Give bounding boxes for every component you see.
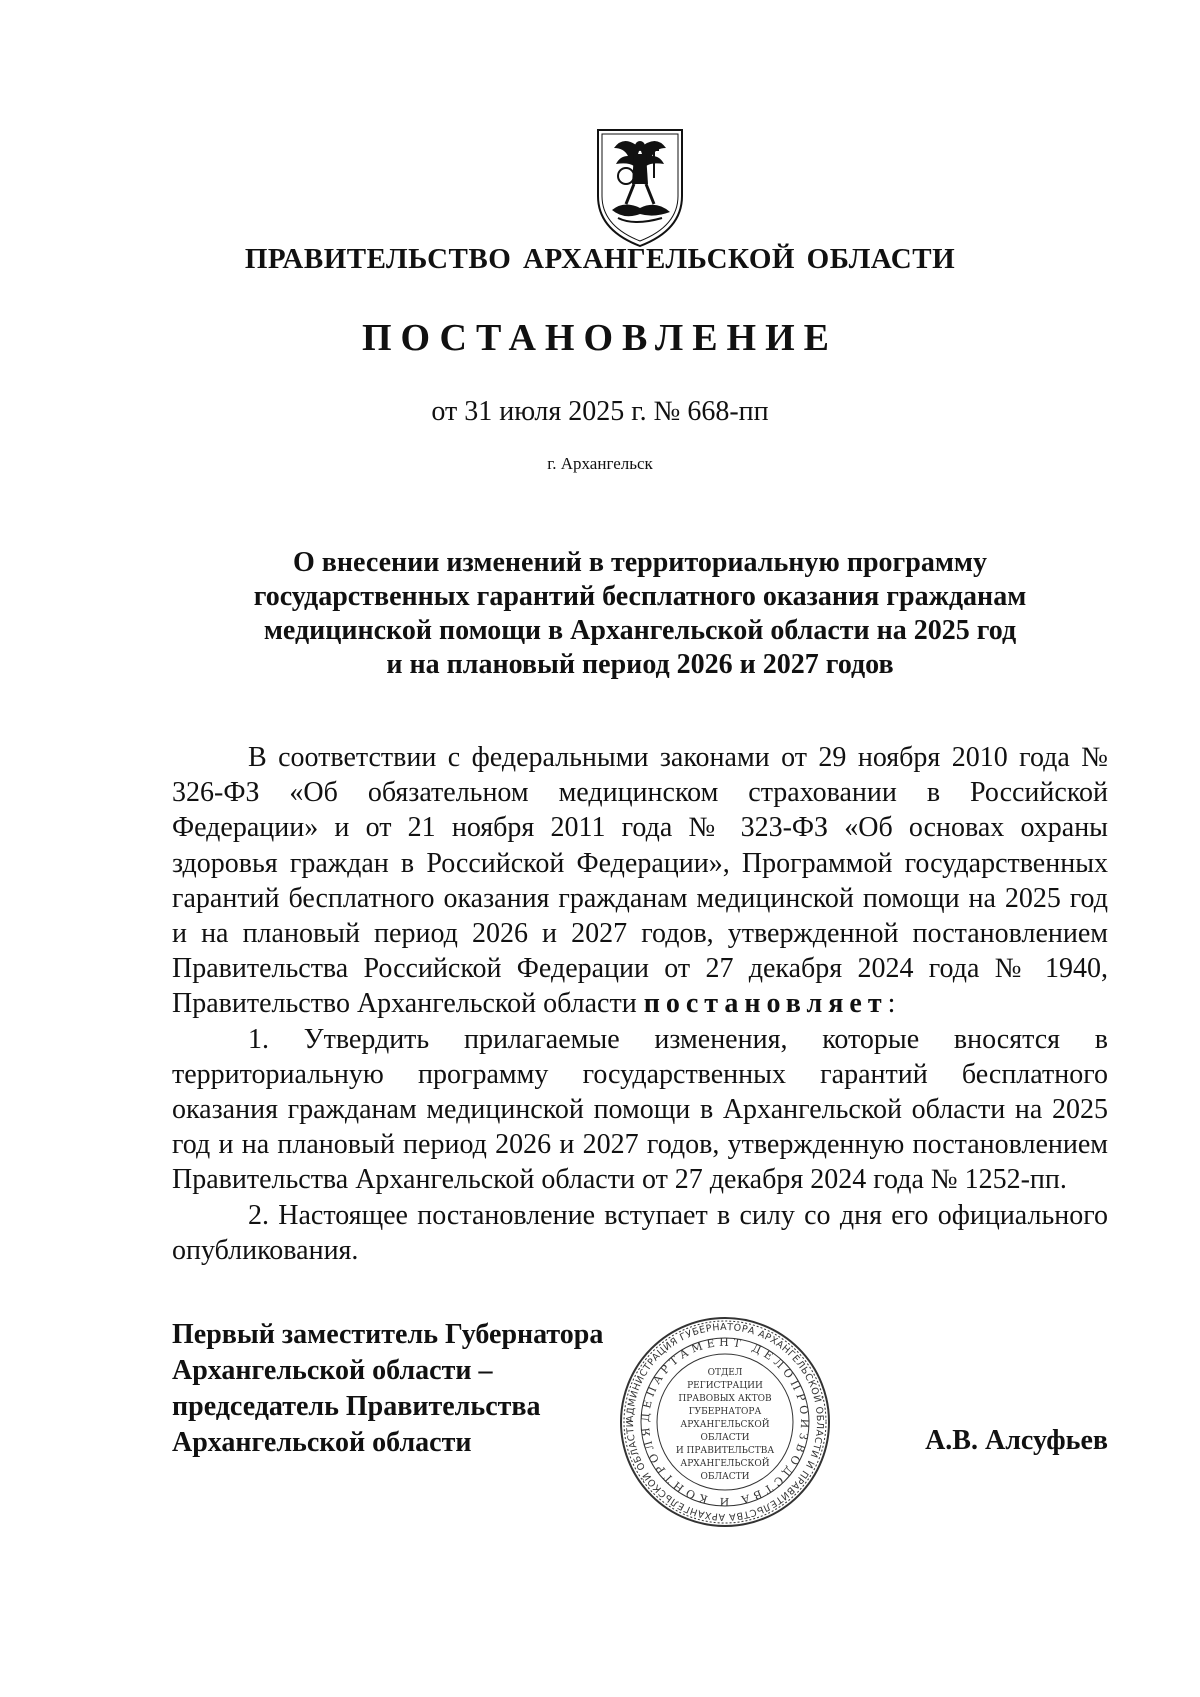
signer-title-line: Архангельской области – — [172, 1355, 493, 1386]
coat-of-arms-icon — [594, 126, 686, 250]
stamp-center-line: ПРАВОВЫХ АКТОВ — [678, 1394, 772, 1404]
stamp-center-line: ОТДЕЛ — [707, 1368, 743, 1378]
signer-title — [172, 1317, 603, 1461]
item-1-paragraph: 1. Утвердить прилагаемые изменения, которые вносятся в территориальную программу государственных гарантий бесплатного оказания гражданам медицинской помощи в Архангельской области на 2025 год и на плановый период 2026 и 2027 годов, утвержденную постановлением Правительства Архангельской области от 27 декабря 2024 года № 1252-пп. — [172, 1023, 1108, 1196]
stamp-inner-ring-text: ДЕПАРТАМЕНТ ДЕЛОПРОИЗВОДСТВА И КОНТРОЛЯ — [638, 1335, 812, 1509]
document-city: г. Архангельск — [547, 454, 653, 473]
stamp-center-line: И ПРАВИТЕЛЬСТВА — [675, 1446, 775, 1456]
decree-colon: : — [887, 988, 896, 1020]
document-subject — [200, 546, 1080, 682]
preamble-text: В соответствии с федеральными законами от 29 ноября 2010 года № 326-ФЗ «Об обязательном медицинском страховании в Российской Федерации» и от 21 ноября 2011 года № 323-ФЗ «Об основах охраны здоровья граждан в Российской Федерации», Программой государственных гарантий бесплатного оказания гражданам медицинской помощи на 2025 год и на плановый период 2026 и 2027 годов, утвержденной постановлением Правительства Российской Федерации от 27 декабря 2024 года № 1940, Правительство Архангельской области — [172, 742, 1108, 1020]
official-stamp — [618, 1315, 832, 1529]
signer-title-line: председатель Правительства — [172, 1391, 541, 1422]
stamp-center-line: ОБЛАСТИ — [700, 1433, 750, 1443]
subject-line: О внесении изменений в территориальную программу — [293, 547, 987, 578]
stamp-center-line: ОБЛАСТИ — [700, 1472, 750, 1482]
stamp-center-line: АРХАНГЕЛЬСКОЙ — [680, 1459, 770, 1469]
item-2-paragraph: 2. Настоящее постановление вступает в силу со дня его официального опубликования. — [172, 1199, 1108, 1266]
subject-line: государственных гарантий бесплатного оказания гражданам — [253, 581, 1027, 612]
signer-title-line: Первый заместитель Губернатора — [172, 1319, 604, 1350]
signer-name: А.В. Алсуфьев — [925, 1425, 1108, 1456]
organization-title: ПРАВИТЕЛЬСТВО АРХАНГЕЛЬСКОЙ ОБЛАСТИ — [244, 243, 956, 275]
stamp-center-line: АРХАНГЕЛЬСКОЙ — [680, 1420, 770, 1430]
document-type: ПОСТАНОВЛЕНИЕ — [361, 317, 839, 359]
subject-line: медицинской помощи в Архангельской области на 2025 год — [263, 615, 1017, 646]
signer-title-line: Архангельской области — [172, 1427, 472, 1458]
subject-line: и на плановый период 2026 и 2027 годов — [386, 649, 894, 680]
stamp-center-line: РЕГИСТРАЦИИ — [687, 1381, 763, 1391]
preamble-paragraph — [172, 740, 1108, 1022]
decree-word: постановляет — [643, 988, 888, 1020]
stamp-center-line: ГУБЕРНАТОРА — [688, 1407, 762, 1417]
document-date-number: от 31 июля 2025 г. № 668-пп — [431, 396, 769, 427]
stamp-outer-ring-text: АДМИНИСТРАЦИЯ ГУБЕРНАТОРА АРХАНГЕЛЬСКОЙ ОБЛАСТИ И ПРАВИТЕЛЬСТВА АРХАНГЕЛЬСКОЙ ОБЛАСТИ — [624, 1321, 826, 1523]
document-body — [172, 740, 1108, 1268]
